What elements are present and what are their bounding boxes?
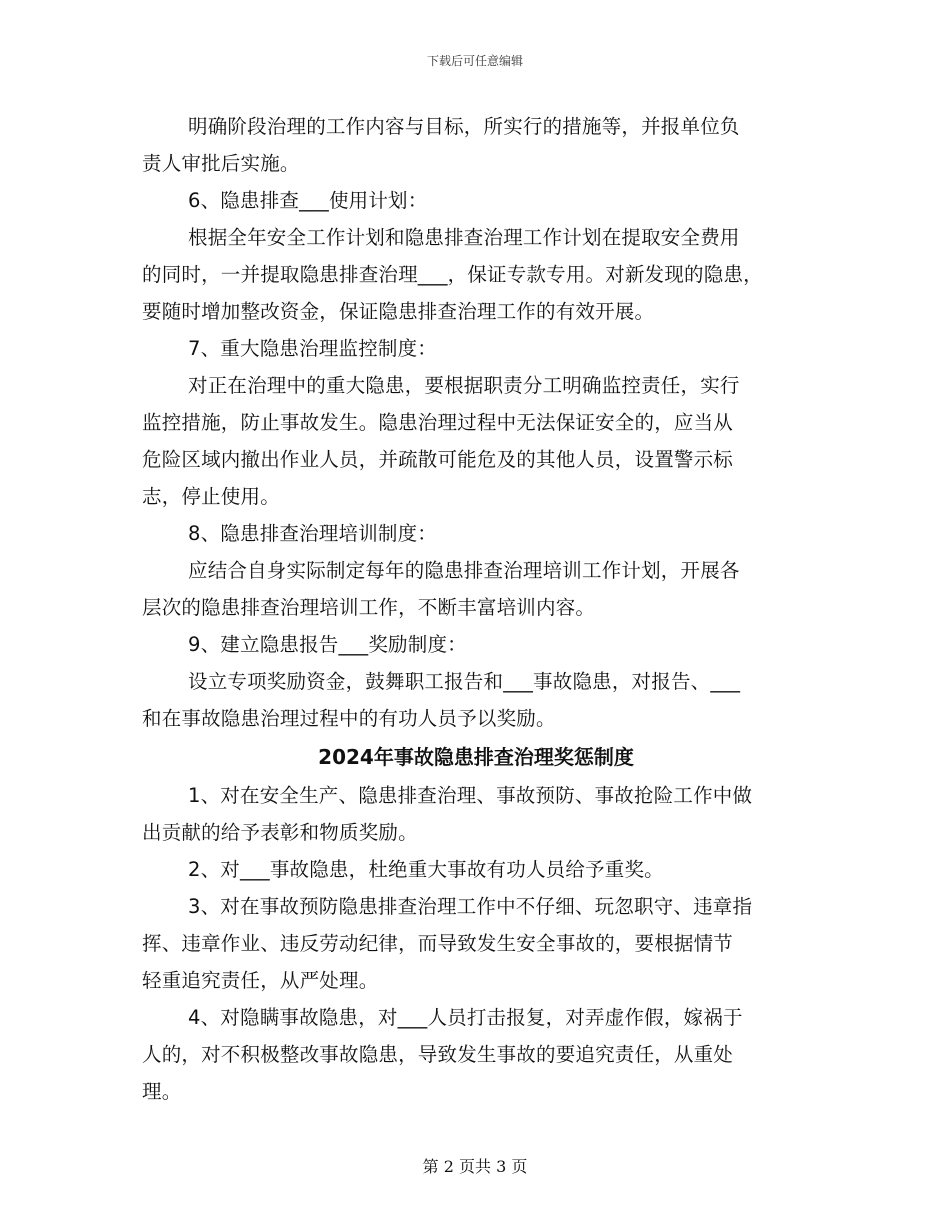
text-line: 轻重追究责任，从严处理。 <box>142 969 379 992</box>
document-body <box>142 108 810 1110</box>
text-line: 1、对在安全生产、隐患排查治理、事故预防、事故抢险工作中做 <box>188 784 753 807</box>
text-line: 设立专项奖励资金，鼓舞职工报告和___事故隐患，对报告、___ <box>188 670 741 693</box>
text-line: 出贡献的给予表彰和物质奖励。 <box>142 821 418 844</box>
section-title: 2024年事故隐患排查治理奖惩制度 <box>318 745 634 769</box>
text-line: 根据全年安全工作计划和隐患排查治理工作计划在提取安全费用 <box>188 226 740 249</box>
text-line: 层次的隐患排查治理培训工作，不断丰富培训内容。 <box>142 596 596 619</box>
text-line: 对正在治理中的重大隐患，要根据职责分工明确监控责任，实行 <box>188 374 740 397</box>
item-heading-7: 7、重大隐患治理监控制度： <box>188 337 438 360</box>
page-footer: 第 2 页共 3 页 <box>422 1157 528 1176</box>
text-line: 的同时，一并提取隐患排查治理___，保证专款专用。对新发现的隐患， <box>142 263 763 286</box>
text-line: 2、对___事故隐患，杜绝重大事故有功人员给予重奖。 <box>188 858 664 881</box>
text-line: 3、对在事故预防隐患排查治理工作中不仔细、玩忽职守、违章指 <box>188 895 753 918</box>
text-line: 挥、违章作业、违反劳动纪律，而导致发生安全事故的，要根据情节 <box>142 932 734 955</box>
page-header: 下载后可任意编辑 <box>426 54 523 68</box>
item-heading-8: 8、隐患排查治理培训制度： <box>188 522 438 545</box>
text-line: 应结合自身实际制定每年的隐患排查治理培训工作计划，开展各 <box>188 559 740 582</box>
text-line: 监控措施，防止事故发生。隐患治理过程中无法保证安全的，应当从 <box>142 411 734 434</box>
text-line: 志，停止使用。 <box>142 485 280 508</box>
item-heading-6: 6、隐患排查___使用计划： <box>188 189 428 212</box>
text-line: 明确阶段治理的工作内容与目标，所实行的措施等，并报单位负 <box>188 115 740 138</box>
item-heading-9: 9、建立隐患报告___奖励制度： <box>188 633 467 656</box>
text-line: 理。 <box>142 1080 182 1103</box>
text-line: 人的，对不积极整改事故隐患，导致发生事故的要追究责任，从重处 <box>142 1043 734 1066</box>
text-line: 危险区域内撤出作业人员，并疏散可能危及的其他人员，设置警示标 <box>142 448 734 471</box>
text-line: 要随时增加整改资金，保证隐患排查治理工作的有效开展。 <box>142 300 655 323</box>
text-line: 4、对隐瞒事故隐患，对___人员打击报复，对弄虚作假，嫁祸于 <box>188 1006 743 1029</box>
text-line: 责人审批后实施。 <box>142 152 300 175</box>
text-line: 和在事故隐患治理过程中的有功人员予以奖励。 <box>142 707 556 730</box>
